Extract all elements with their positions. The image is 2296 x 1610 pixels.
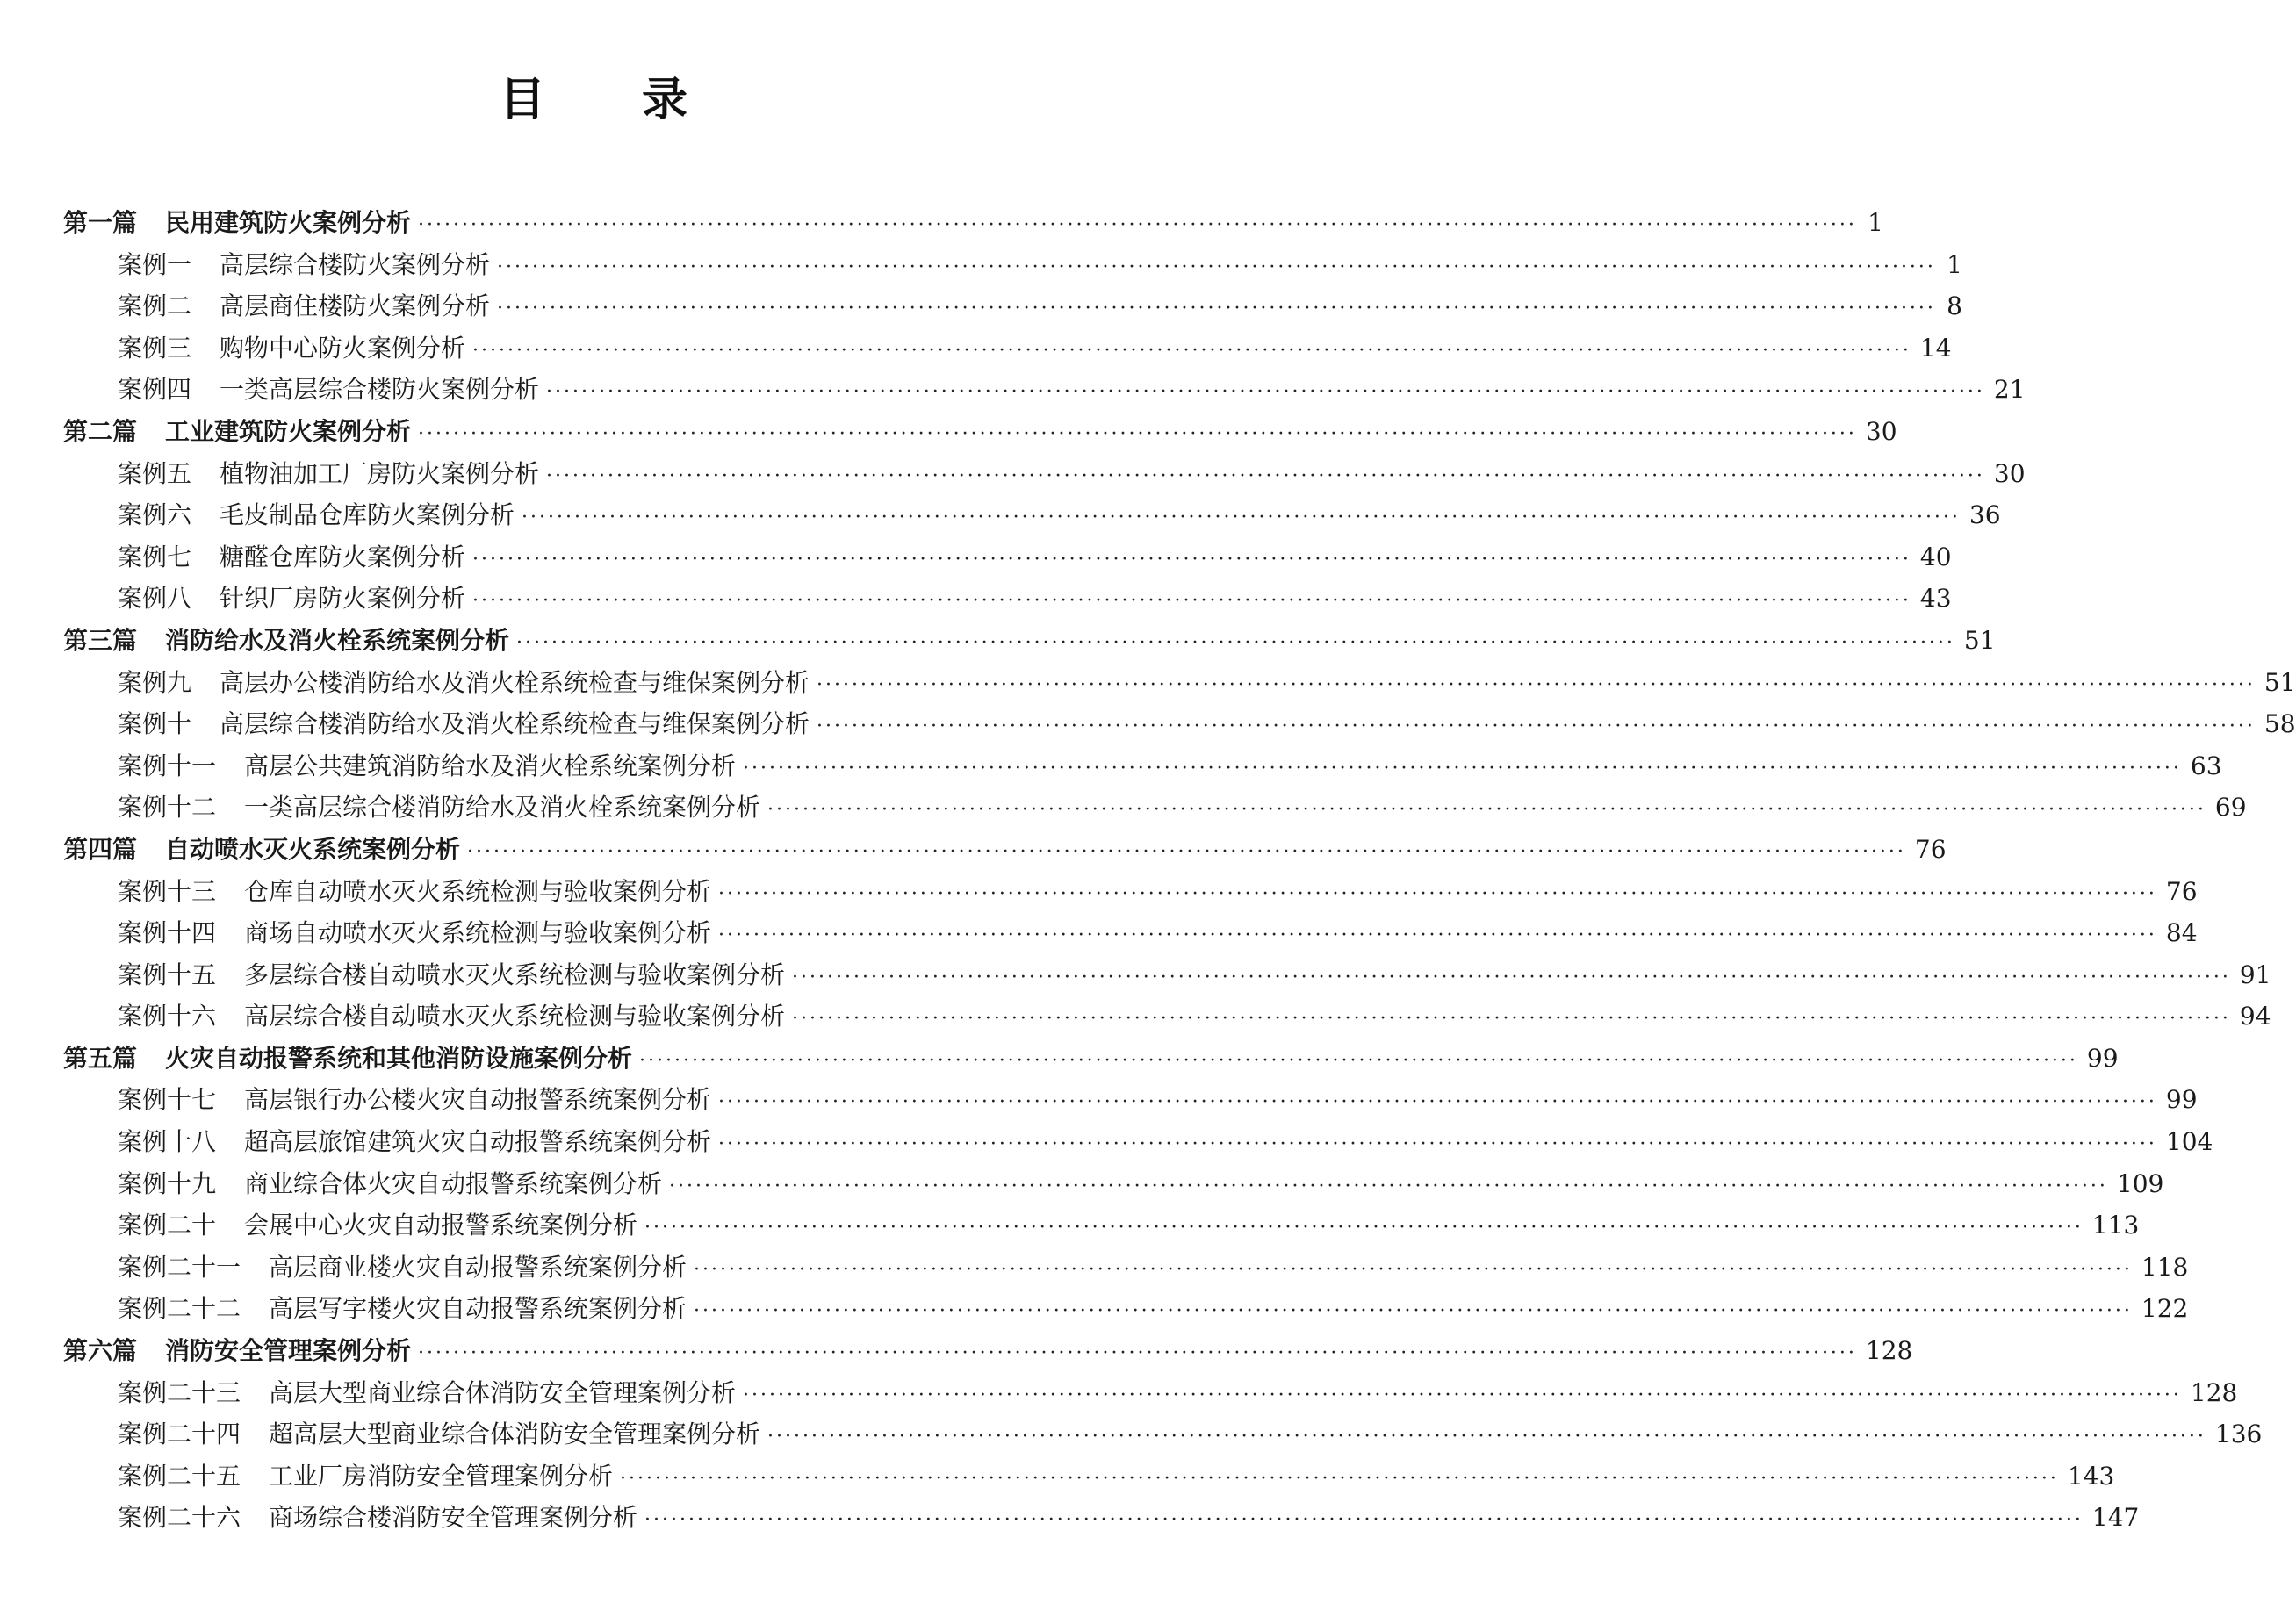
toc-entry-label: 案例五 — [118, 458, 192, 488]
toc-entry-label: 案例十九 — [118, 1168, 217, 1198]
toc-case-entry — [63, 455, 2026, 497]
toc-case-entry — [63, 788, 2247, 830]
toc-page-number: 1 — [1947, 249, 1962, 279]
toc-leader-dots: ···································································································································································· — [817, 715, 2256, 738]
toc-case-entry — [63, 914, 2198, 956]
toc-entry-title: 糖醛仓库防火案例分析 — [220, 542, 466, 571]
toc-entry-title: 会展中心火灾自动报警系统案例分析 — [244, 1211, 638, 1240]
toc-case-entry — [63, 1415, 2263, 1457]
toc-entry-title: 高层综合楼消防给水及消火栓系统检查与维保案例分析 — [220, 709, 810, 739]
toc-entry-label: 案例十三 — [118, 876, 217, 906]
toc-entry-label: 案例十 — [118, 709, 192, 739]
toc-part-entry — [63, 1039, 2119, 1082]
toc-entry-label: 案例十八 — [118, 1127, 217, 1157]
toc-entry-title: 商场综合楼消防安全管理案例分析 — [269, 1503, 638, 1533]
toc-entry-label: 案例二十四 — [118, 1420, 241, 1449]
toc-case-entry — [63, 496, 2001, 538]
toc-entry-label: 案例十二 — [118, 793, 217, 823]
toc-page-number: 91 — [2239, 960, 2271, 989]
toc-entry-title: 多层综合楼自动喷水灭火系统检测与验收案例分析 — [244, 960, 786, 989]
toc-leader-dots: ···································································································································································· — [767, 799, 2206, 822]
toc-entry-title: 一类高层综合楼消防给水及消火栓系统案例分析 — [244, 793, 761, 823]
toc-leader-dots: ···································································································································································· — [418, 422, 1857, 445]
toc-case-entry — [63, 873, 2198, 915]
toc-entry-label: 案例十四 — [118, 918, 217, 948]
toc-leader-dots: ···································································································································································· — [644, 1509, 2084, 1532]
toc-page-number: 109 — [2116, 1168, 2164, 1198]
toc-leader-dots: ···································································································································································· — [694, 1258, 2133, 1281]
toc-entry-title: 工业建筑防火案例分析 — [165, 416, 412, 446]
toc-leader-dots: ···································································································································································· — [718, 882, 2157, 905]
toc-entry-label: 案例二十五 — [118, 1461, 241, 1491]
toc-entry-label: 案例八 — [118, 584, 192, 614]
toc-page-number: 128 — [2190, 1377, 2238, 1407]
toc-page-number: 76 — [2165, 876, 2198, 906]
toc-entry-title: 高层公共建筑消防给水及消火栓系统案例分析 — [244, 751, 737, 780]
toc-entry-title: 高层办公楼消防给水及消火栓系统检查与维保案例分析 — [220, 667, 810, 697]
toc-leader-dots: ···································································································································································· — [718, 1091, 2157, 1114]
toc-case-entry — [63, 1248, 2189, 1290]
toc-case-entry — [63, 956, 2271, 998]
toc-case-entry — [63, 1206, 2140, 1248]
toc-entry-title: 高层大型商业综合体消防安全管理案例分析 — [269, 1377, 737, 1407]
toc-entry-label: 案例二十二 — [118, 1294, 241, 1324]
toc-entry-title: 购物中心防火案例分析 — [220, 333, 466, 363]
toc-leader-dots: ···································································································································································· — [467, 840, 1906, 863]
toc-leader-dots: ···································································································································································· — [497, 255, 1936, 278]
toc-page-number: 1 — [1868, 208, 1883, 237]
toc-page-number: 122 — [2141, 1294, 2189, 1324]
toc-entry-label: 第二篇 — [63, 416, 138, 446]
toc-page-number: 14 — [1919, 333, 1952, 363]
toc-case-entry — [63, 1081, 2198, 1123]
toc-entry-label: 第三篇 — [63, 625, 138, 655]
toc-page-number: 69 — [2214, 793, 2247, 823]
toc-page-number: 58 — [2264, 709, 2296, 739]
toc-leader-dots: ···································································································································································· — [472, 590, 1911, 613]
toc-entry-title: 火灾自动报警系统和其他消防设施案例分析 — [165, 1043, 633, 1073]
toc-entry-title: 消防安全管理案例分析 — [165, 1336, 412, 1366]
toc-case-entry — [63, 997, 2271, 1039]
toc-entry-label: 第五篇 — [63, 1043, 138, 1073]
toc-entry-title: 消防给水及消火栓系统案例分析 — [165, 625, 510, 655]
toc-leader-dots: ···································································································································································· — [418, 1342, 1857, 1365]
toc-case-entry — [63, 1499, 2140, 1541]
toc-page-number: 8 — [1947, 291, 1962, 321]
toc-page-number: 136 — [2214, 1420, 2263, 1449]
toc-entry-title: 超高层旅馆建筑火灾自动报警系统案例分析 — [244, 1127, 712, 1157]
toc-leader-dots: ···································································································································································· — [546, 464, 1985, 487]
toc-leader-dots: ···································································································································································· — [546, 381, 1985, 404]
toc-page-number: 63 — [2190, 751, 2222, 780]
toc-case-entry — [63, 1290, 2189, 1332]
toc-entry-title: 民用建筑防火案例分析 — [165, 208, 412, 237]
toc-page-number: 94 — [2239, 1002, 2271, 1031]
toc-entry-label: 第一篇 — [63, 208, 138, 237]
toc-page-number: 99 — [2165, 1085, 2198, 1115]
toc-leader-dots: ···································································································································································· — [817, 673, 2256, 696]
toc-case-entry — [63, 1374, 2238, 1416]
toc-page-number: 36 — [1969, 500, 2001, 530]
toc-case-entry — [63, 287, 1962, 329]
toc-entry-title: 植物油加工厂房防火案例分析 — [220, 458, 540, 488]
toc-entry-label: 案例十七 — [118, 1085, 217, 1115]
page-title: 目 录 — [499, 74, 729, 126]
toc-case-entry — [63, 329, 1952, 371]
toc-entry-title: 高层商业楼火灾自动报警系统案例分析 — [269, 1252, 687, 1282]
toc-page-number: 147 — [2091, 1503, 2140, 1533]
toc-page-number: 104 — [2165, 1127, 2213, 1157]
toc-page-number: 128 — [1865, 1336, 1913, 1366]
toc-entry-label: 案例二十三 — [118, 1377, 241, 1407]
toc-part-entry — [63, 204, 1883, 246]
toc-entry-title: 毛皮制品仓库防火案例分析 — [220, 500, 515, 530]
toc-case-entry — [63, 1123, 2213, 1165]
toc-page-number: 51 — [2264, 667, 2296, 697]
toc-case-entry — [63, 1165, 2164, 1207]
toc-entry-title: 高层银行办公楼火灾自动报警系统案例分析 — [244, 1085, 712, 1115]
toc-entry-title: 商业综合体火灾自动报警系统案例分析 — [244, 1168, 663, 1198]
toc-leader-dots: ···································································································································································· — [516, 631, 1955, 654]
toc-entry-label: 案例九 — [118, 667, 192, 697]
toc-page-number: 43 — [1919, 584, 1952, 614]
toc-entry-title: 高层商住楼防火案例分析 — [220, 291, 491, 321]
toc-leader-dots: ···································································································································································· — [792, 966, 2231, 988]
toc-case-entry — [63, 579, 1952, 622]
toc-page-number: 84 — [2165, 918, 2198, 948]
toc-leader-dots: ···································································································································································· — [497, 298, 1936, 320]
toc-entry-title: 自动喷水灭火系统案例分析 — [165, 834, 461, 864]
toc-leader-dots: ···································································································································································· — [639, 1049, 2078, 1072]
toc-leader-dots: ···································································································································································· — [644, 1217, 2084, 1240]
toc-entry-label: 案例四 — [118, 375, 192, 405]
toc-entry-title: 超高层大型商业综合体消防安全管理案例分析 — [269, 1420, 761, 1449]
toc-entry-label: 第四篇 — [63, 834, 138, 864]
toc-entry-label: 案例三 — [118, 333, 192, 363]
toc-case-entry — [63, 705, 2296, 747]
toc-leader-dots: ···································································································································································· — [718, 1133, 2157, 1156]
toc-entry-label: 案例二十六 — [118, 1503, 241, 1533]
table-of-contents — [63, 204, 2296, 1541]
toc-entry-title: 工业厂房消防安全管理案例分析 — [269, 1461, 614, 1491]
toc-page-number: 113 — [2091, 1211, 2140, 1240]
toc-page-number: 21 — [1993, 375, 2026, 405]
toc-entry-title: 仓库自动喷水灭火系统检测与验收案例分析 — [244, 876, 712, 906]
toc-leader-dots: ···································································································································································· — [743, 757, 2182, 780]
toc-entry-label: 案例二十 — [118, 1211, 217, 1240]
toc-part-entry — [63, 413, 1897, 455]
toc-page-number: 30 — [1865, 416, 1897, 446]
toc-entry-label: 案例七 — [118, 542, 192, 571]
toc-leader-dots: ···································································································································································· — [792, 1008, 2231, 1031]
toc-leader-dots: ···································································································································································· — [718, 924, 2157, 947]
toc-entry-label: 案例十一 — [118, 751, 217, 780]
toc-page-number: 40 — [1919, 542, 1952, 571]
toc-case-entry — [63, 538, 1952, 580]
toc-case-entry — [63, 370, 2026, 413]
toc-entry-label: 案例十五 — [118, 960, 217, 989]
toc-page-number: 118 — [2141, 1252, 2189, 1282]
toc-leader-dots: ···································································································································································· — [694, 1300, 2133, 1323]
toc-part-entry — [63, 830, 1947, 873]
toc-leader-dots: ···································································································································································· — [669, 1175, 2108, 1197]
toc-case-entry — [63, 1457, 2115, 1499]
toc-entry-title: 针织厂房防火案例分析 — [220, 584, 466, 614]
toc-page-number: 143 — [2067, 1461, 2115, 1491]
toc-leader-dots: ···································································································································································· — [522, 507, 1961, 529]
toc-leader-dots: ···································································································································································· — [472, 548, 1911, 571]
toc-leader-dots: ···································································································································································· — [767, 1426, 2206, 1448]
toc-page-number: 30 — [1993, 458, 2026, 488]
toc-case-entry — [63, 246, 1962, 288]
toc-part-entry — [63, 1332, 1913, 1374]
toc-leader-dots: ···································································································································································· — [743, 1384, 2182, 1406]
toc-part-entry — [63, 622, 1996, 664]
toc-leader-dots: ···································································································································································· — [418, 214, 1857, 236]
toc-leader-dots: ···································································································································································· — [472, 339, 1911, 362]
toc-entry-label: 案例二十一 — [118, 1252, 241, 1282]
toc-entry-label: 案例六 — [118, 500, 192, 530]
toc-entry-label: 第六篇 — [63, 1336, 138, 1366]
toc-entry-title: 一类高层综合楼防火案例分析 — [220, 375, 540, 405]
toc-case-entry — [63, 747, 2222, 789]
toc-entry-title: 高层综合楼自动喷水灭火系统检测与验收案例分析 — [244, 1002, 786, 1031]
toc-leader-dots: ···································································································································································· — [620, 1467, 2059, 1490]
toc-entry-title: 高层综合楼防火案例分析 — [220, 249, 491, 279]
toc-entry-label: 案例二 — [118, 291, 192, 321]
toc-page-number: 51 — [1963, 625, 1996, 655]
toc-entry-title: 商场自动喷水灭火系统检测与验收案例分析 — [244, 918, 712, 948]
toc-page-number: 76 — [1914, 834, 1947, 864]
toc-page-number: 99 — [2086, 1043, 2119, 1073]
toc-entry-label: 案例十六 — [118, 1002, 217, 1031]
toc-case-entry — [63, 664, 2296, 706]
toc-entry-label: 案例一 — [118, 249, 192, 279]
toc-entry-title: 高层写字楼火灾自动报警系统案例分析 — [269, 1294, 687, 1324]
